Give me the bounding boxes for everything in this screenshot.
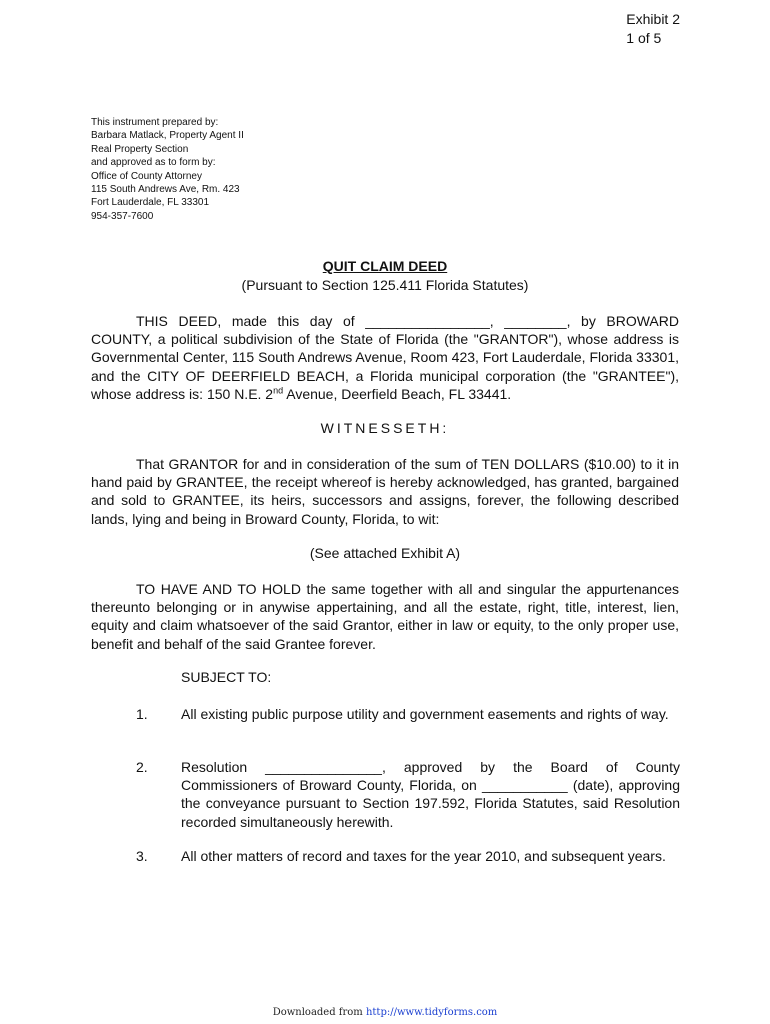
preparer-line: 954-357-7600 [91, 210, 154, 222]
source-link[interactable]: http://www.tidyforms.com [365, 1007, 498, 1018]
list-item-text: Resolution _______________, approved by the Board of County Commissioners of Broward County, Florida, on ___________ (date), approving the conveyance pursuant to Section 197.592, Florida Statutes, said Resolution recorded simultaneously herewith. [181, 759, 680, 830]
list-item [136, 705, 680, 723]
deed-paragraph-habendum: TO HAVE AND TO HOLD the same together with all and singular the appurtenances thereunto belonging or in anywise appertaining, and all the estate, right, title, interest, lien, equity and claim whatsoever of the said Grantor, either in law or equity, to the only proper use, benefit and behalf of the said Grantee forever. [91, 581, 679, 652]
paragraph-text: Avenue, Deerfield Beach, FL 33441. [283, 385, 512, 402]
preparer-line: Office of County Attorney [91, 170, 202, 182]
preparer-line: Fort Lauderdale, FL 33301 [91, 197, 210, 209]
preparer-line: This instrument prepared by: [91, 117, 219, 128]
ordinal-suffix: nd [273, 385, 284, 396]
preparer-line: and approved as to form by: [91, 157, 216, 169]
exhibit-header [626, 10, 680, 48]
deed-title: QUIT CLAIM DEED [322, 258, 448, 274]
deed-subtitle: (Pursuant to Section 125.411 Florida Statutes) [241, 277, 529, 293]
witnesseth-heading: WITNESSETH: [320, 420, 450, 436]
subject-to-heading: SUBJECT TO: [181, 669, 272, 685]
footer-prefix: Downloaded from [272, 1007, 366, 1018]
list-item-number: 3. [136, 848, 148, 864]
preparer-line: 115 South Andrews Ave, Rm. 423 [91, 184, 240, 196]
list-item-text: All existing public purpose utility and government easements and rights of way. [181, 706, 669, 722]
page-counter: 1 of 5 [626, 30, 662, 46]
exhibit-label: Exhibit 2 [626, 11, 680, 27]
preparer-line: Barbara Matlack, Property Agent II [91, 130, 244, 142]
preparer-block [91, 116, 244, 223]
download-footer [0, 1007, 770, 1018]
list-item [136, 758, 680, 831]
preparer-line: Real Property Section [91, 143, 189, 155]
deed-paragraph-parties [91, 312, 679, 403]
see-attached-note: (See attached Exhibit A) [309, 545, 461, 561]
list-item-number: 1. [136, 706, 148, 722]
deed-paragraph-consideration: That GRANTOR for and in consideration of the sum of TEN DOLLARS ($10.00) to it in hand paid by GRANTEE, the receipt whereof is hereby acknowledged, has granted, bargained and sold to GRANTEE, its heirs, successors and assigns, forever, the following described lands, lying and being in Broward County, Florida, to wit: [91, 456, 679, 527]
list-item [136, 847, 680, 865]
list-item-text: All other matters of record and taxes for the year 2010, and subsequent years. [181, 848, 666, 864]
list-item-number: 2. [136, 759, 148, 775]
paragraph-text: THIS DEED, made this day of ________________, ________, by BROWARD COUNTY, a political subdivision of the State of Florida (the "GRANTOR"), whose address is Governmental Center, 115 South Andrews Avenue, Room 423, Fort Lauderdale, Florida 33301, and the CITY OF DEERFIELD BEACH, a Florida municipal corporation (the "GRANTEE"), whose address is: 150 N.E. 2 [91, 313, 679, 402]
